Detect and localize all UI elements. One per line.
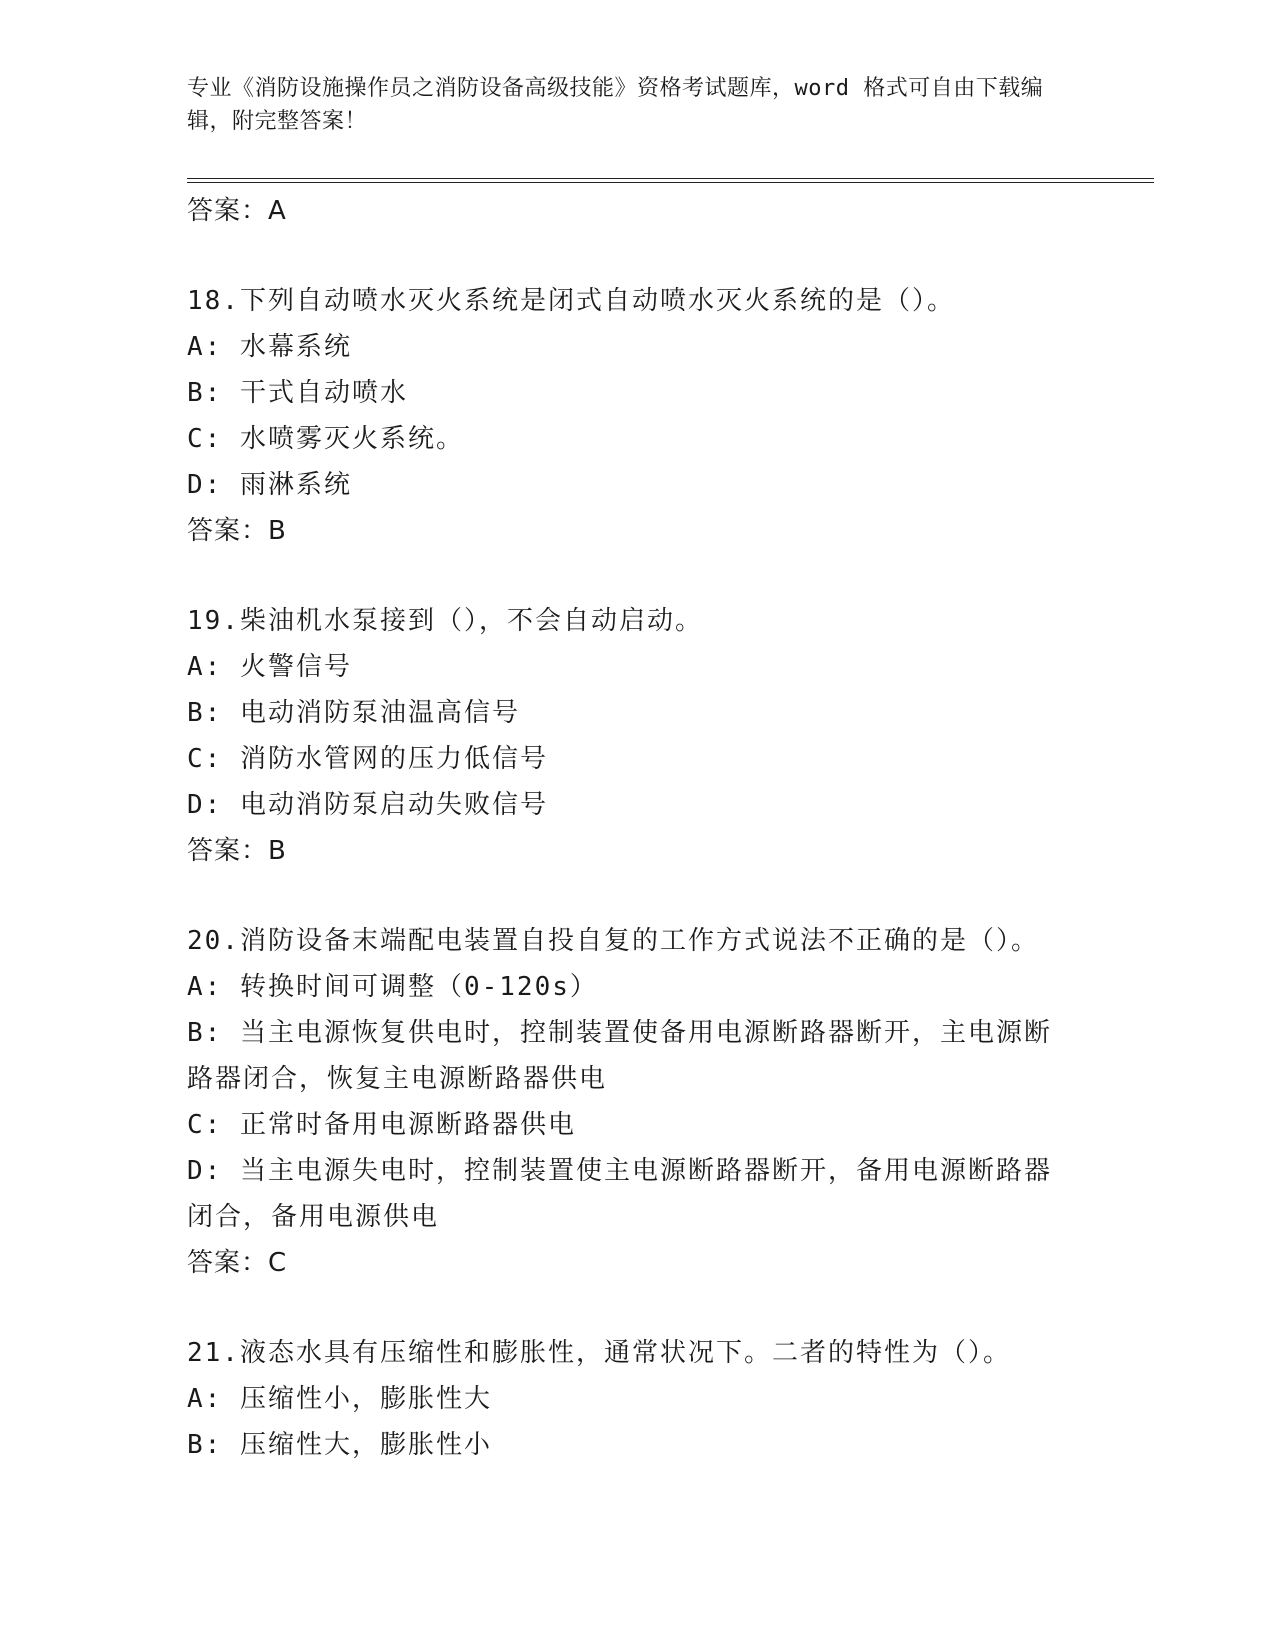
option-a: A: 转换时间可调整（0-120s） [187,972,598,1002]
answer-line: 答案：C [187,1248,288,1278]
question-stem: 18.下列自动喷水灭火系统是闭式自动喷水灭火系统的是（）。 [187,286,955,316]
option-b: B: 压缩性大，膨胀性小 [187,1430,492,1460]
option-a: A: 水幕系统 [187,332,352,362]
option-b: B: 当主电源恢复供电时，控制装置使备用电源断路器断开，主电源断路器闭合，恢复主电源断路器供电 [187,1018,1052,1094]
option-c: C: 消防水管网的压力低信号 [187,744,548,774]
question-stem: 20.消防设备末端配电装置自投自复的工作方式说法不正确的是（）。 [187,926,1039,956]
question-19 [187,598,1077,874]
option-a: A: 压缩性小，膨胀性大 [187,1384,492,1414]
option-d: D: 当主电源失电时，控制装置使主电源断路器断开，备用电源断路器闭合，备用电源供电 [187,1156,1052,1232]
answer-line: 答案：A [187,196,287,226]
question-list [187,188,1077,1468]
answer-line: 答案：B [187,836,287,866]
option-d: D: 雨淋系统 [187,470,352,500]
question-21 [187,1330,1077,1468]
option-b: B: 干式自动喷水 [187,378,408,408]
option-c: C: 正常时备用电源断路器供电 [187,1110,576,1140]
header-divider [187,178,1154,183]
option-b: B: 电动消防泵油温高信号 [187,698,520,728]
question-stem: 21.液态水具有压缩性和膨胀性，通常状况下。二者的特性为（）。 [187,1338,1011,1368]
answer-line: 答案：B [187,516,287,546]
question-stem: 19.柴油机水泵接到（），不会自动启动。 [187,606,703,636]
document-header: 专业《消防设施操作员之消防设备高级技能》资格考试题库，word 格式可自由下载编辑，附完整答案！ [187,76,1044,134]
option-a: A: 火警信号 [187,652,352,682]
question-18 [187,278,1077,554]
option-c: C: 水喷雾灭火系统。 [187,424,464,454]
question-20 [187,918,1077,1286]
option-d: D: 电动消防泵启动失败信号 [187,790,548,820]
